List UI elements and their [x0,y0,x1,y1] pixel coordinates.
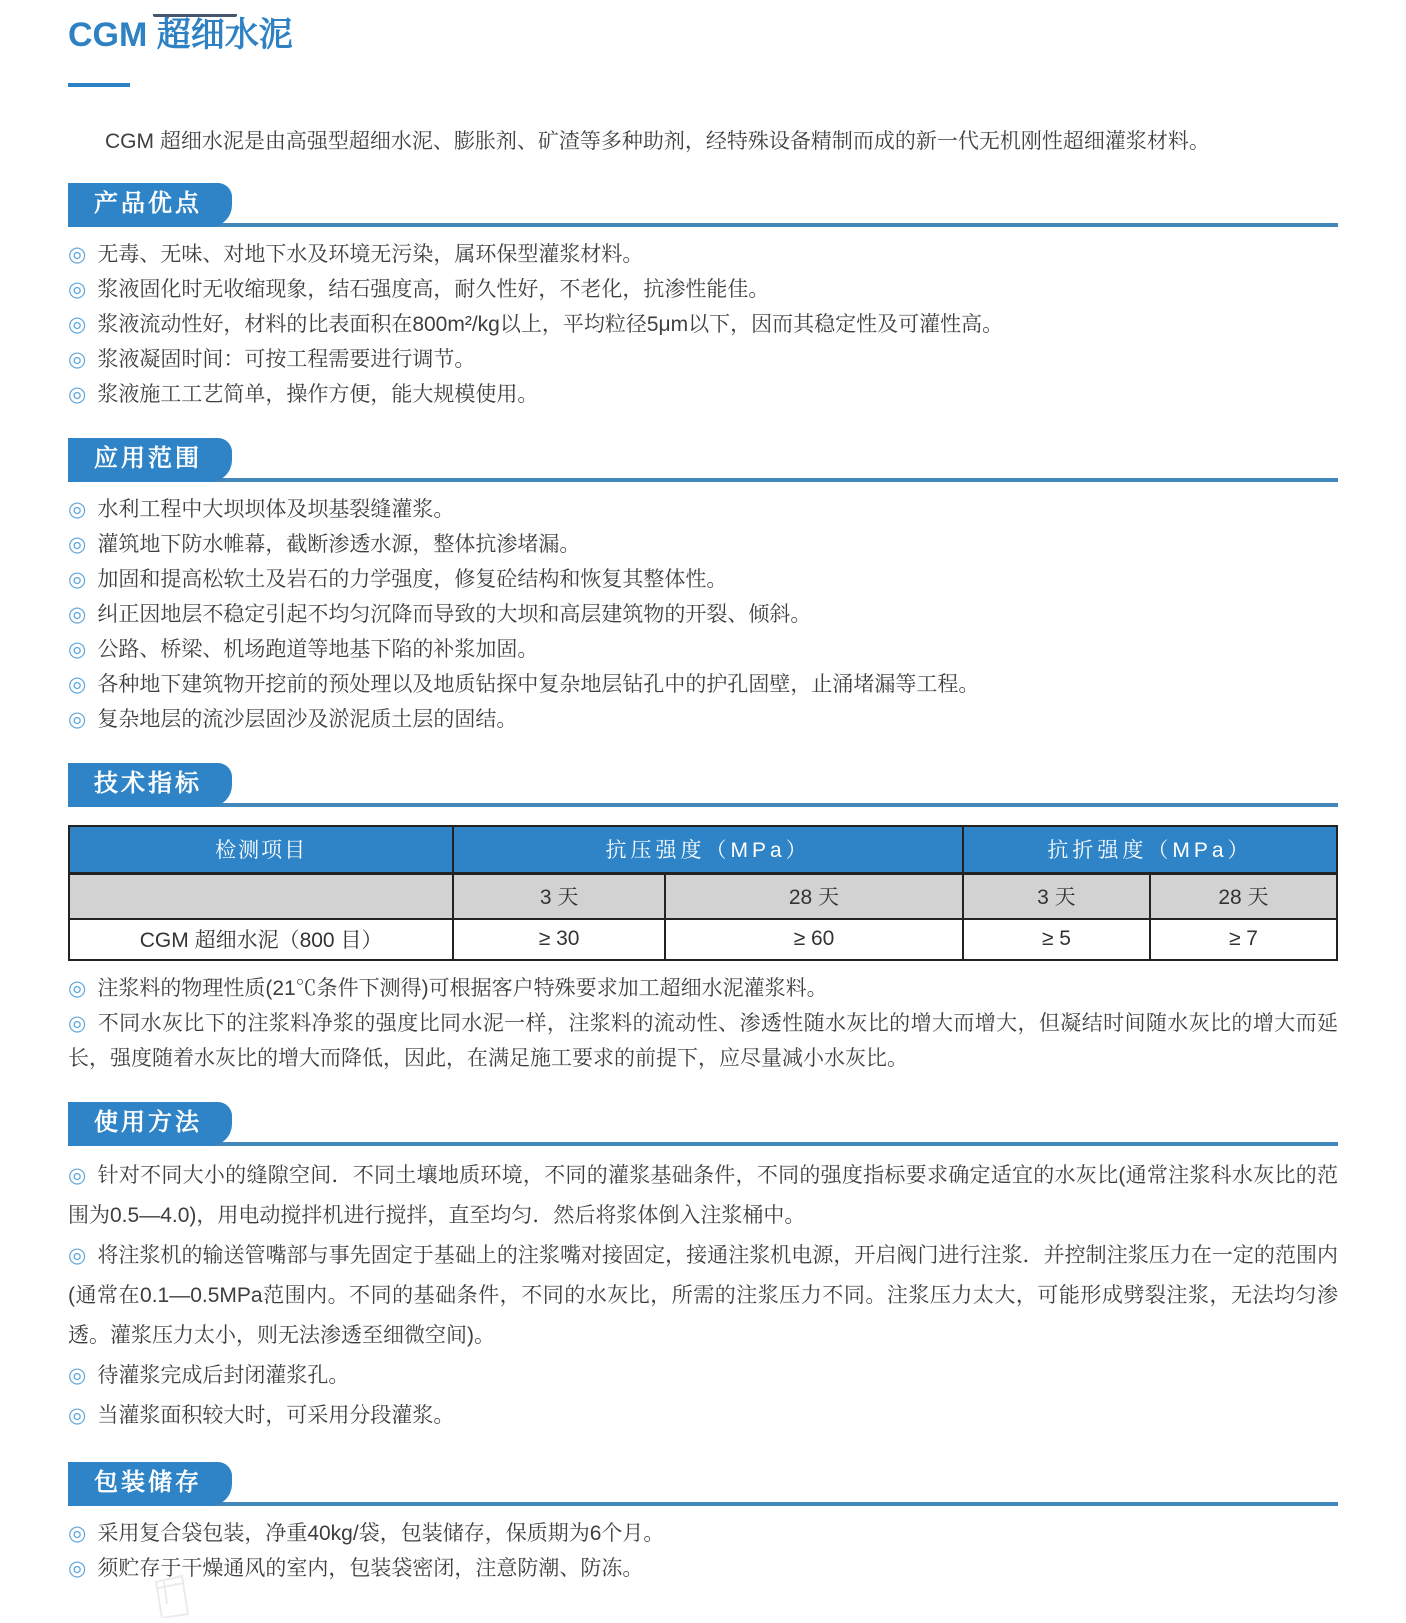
subheader-3d: 3 天 [453,874,665,920]
bullet-list [68,492,1338,737]
section-advantages [68,183,1338,412]
list-item-text: 公路、桥梁、机场跑道等地基下陷的补浆加固。 [97,638,539,661]
section-heading-tab: 应用范围 [68,438,232,482]
list-item [68,667,1338,702]
list-item-text: 采用复合袋包装，净重40kg/袋，包装储存，保质期为6个月。 [97,1522,665,1545]
bullet-list [68,971,1338,1076]
list-item [68,237,1338,272]
document-page [0,14,1406,1586]
spec-table [68,825,1338,961]
section-header [68,183,1338,227]
list-item [68,1006,1338,1076]
bullet-icon: ◎ [68,708,87,731]
cement-bag-watermark-image [142,1574,202,1623]
bullet-icon: ◎ [68,348,87,371]
bullet-list [68,237,1338,412]
col-header-flexural: 抗折强度（MPa） [963,826,1337,874]
list-item-text: 注浆料的物理性质(21℃条件下测得)可根据客户特殊要求加工超细水泥灌浆料。 [97,977,828,1000]
list-item [68,562,1338,597]
list-item [68,1551,1338,1586]
list-item-text: 将注浆机的输送管嘴部与事先固定于基础上的注浆嘴对接固定，接通注浆机电源，开启阀门进行注浆．并控制注浆压力在一定的范围内(通常在0.1—0.5MPa范围内。不同的基础条件，不同的水灰比，所需的注浆压力不同。注浆压力太大，可能形成劈裂注浆，无法均匀渗透。灌浆压力太小，则无法渗透至细微空间)。 [68,1244,1338,1347]
list-item [68,527,1338,562]
list-item-text: 当灌浆面积较大时，可采用分段灌浆。 [97,1404,455,1427]
list-item-text: 加固和提高松软土及岩石的力学强度，修复砼结构和恢复其整体性。 [97,568,728,591]
list-item-text: 灌筑地下防水帷幕，截断渗透水源，整体抗渗堵漏。 [97,533,581,556]
section-usage [68,1102,1338,1436]
bullet-icon: ◎ [68,313,87,336]
section-header [68,438,1338,482]
section-header [68,1102,1338,1146]
subheader-28d: 28 天 [665,874,963,920]
list-item-text: 纠正因地层不稳定引起不均匀沉降而导致的大坝和高层建筑物的开裂、倾斜。 [97,603,812,626]
section-heading-tab: 技术指标 [68,763,232,807]
list-item-text: 不同水灰比下的注浆料净浆的强度比同水泥一样，注浆料的流动性、渗透性随水灰比的增大而增大，但凝结时间随水灰比的增大而延长，强度随着水灰比的增大而降低，因此，在满足施工要求的前提下，应尽量减小水灰比。 [68,1012,1338,1070]
list-item [68,272,1338,307]
bullet-icon: ◎ [68,977,87,1000]
list-item-text: 浆液施工工艺简单，操作方便，能大规模使用。 [97,383,539,406]
bullet-icon: ◎ [68,243,87,266]
section-storage [68,1462,1338,1586]
list-item-text: 针对不同大小的缝隙空间．不同土壤地质环境，不同的灌浆基础条件，不同的强度指标要求确定适宜的水灰比(通常注浆科水灰比的范围为0.5—4.0)，用电动搅拌机进行搅拌，直至均匀．然后将浆体倒入注浆桶中。 [68,1164,1338,1227]
bullet-icon: ◎ [68,1244,87,1267]
table-row [69,919,1337,960]
list-item-text: 浆液流动性好，材料的比表面积在800m²/kg以上，平均粒径5μm以下，因而其稳定性及可灌性高。 [97,313,1004,336]
bullet-icon: ◎ [68,568,87,591]
col-header-compressive: 抗压强度（MPa） [453,826,963,874]
list-item-text: 待灌浆完成后封闭灌浆孔。 [97,1364,350,1387]
bullet-icon: ◎ [68,278,87,301]
list-item-text: 复杂地层的流沙层固沙及淤泥质土层的固结。 [97,708,518,731]
list-item [68,1516,1338,1551]
bullet-icon: ◎ [68,533,87,556]
list-item [68,307,1338,342]
list-item [68,1356,1338,1396]
list-item [68,1396,1338,1436]
bullet-list [68,1516,1338,1586]
bullet-icon: ◎ [68,638,87,661]
page-title: CGM 超细水泥 [68,16,293,54]
section-specs [68,763,1338,1076]
cell-value: ≥ 5 [963,919,1150,960]
table-header-row [69,826,1337,874]
list-item-text: 浆液固化时无收缩现象，结石强度高，耐久性好，不老化，抗渗性能佳。 [97,278,770,301]
cell-value: ≥ 7 [1150,919,1337,960]
list-item [68,971,1338,1006]
cell-value: ≥ 30 [453,919,665,960]
list-item-text: 各种地下建筑物开挖前的预处理以及地质钻探中复杂地层钻孔中的护孔固壁，止涌堵漏等工程。 [97,673,980,696]
cell-value: ≥ 60 [665,919,963,960]
bullet-icon: ◎ [68,673,87,696]
list-item [68,632,1338,667]
list-item-text: 浆液凝固时间：可按工程需要进行调节。 [97,348,476,371]
bullet-icon: ◎ [68,1404,87,1427]
bullet-icon: ◎ [68,498,87,521]
bullet-icon: ◎ [68,1364,87,1387]
bullet-icon: ◎ [68,1557,87,1580]
cell-product-name: CGM 超细水泥（800 目） [69,919,453,960]
list-item-text: 水利工程中大坝坝体及坝基裂缝灌浆。 [97,498,455,521]
section-heading-tab: 包装储存 [68,1462,232,1506]
list-item-text: 须贮存于干燥通风的室内，包装袋密闭，注意防潮、防冻。 [97,1557,644,1580]
bullet-list [68,1156,1338,1436]
list-item [68,1236,1338,1356]
subheader-28d: 28 天 [1150,874,1337,920]
section-heading-tab: 产品优点 [68,183,232,227]
section-heading-tab: 使用方法 [68,1102,232,1146]
bullet-icon: ◎ [68,1012,87,1035]
list-item [68,1156,1338,1236]
title-underline [68,83,130,87]
bullet-icon: ◎ [68,1164,87,1187]
bullet-icon: ◎ [68,383,87,406]
subheader-3d: 3 天 [963,874,1150,920]
list-item [68,702,1338,737]
list-item [68,342,1338,377]
subheader-empty [69,874,453,920]
section-header [68,1462,1338,1506]
bullet-icon: ◎ [68,1522,87,1545]
section-applications [68,438,1338,737]
col-header-test-item: 检测项目 [69,826,453,874]
table-subheader-row [69,874,1337,920]
section-header [68,763,1338,807]
list-item [68,377,1338,412]
list-item [68,597,1338,632]
list-item-text: 无毒、无味、对地下水及环境无污染，属环保型灌浆材料。 [97,243,644,266]
list-item [68,492,1338,527]
bullet-icon: ◎ [68,603,87,626]
intro-paragraph: CGM 超细水泥是由高强型超细水泥、膨胀剂、矿渣等多种助剂，经特殊设备精制而成的新一代无机刚性超细灌浆材料。 [105,130,1210,153]
